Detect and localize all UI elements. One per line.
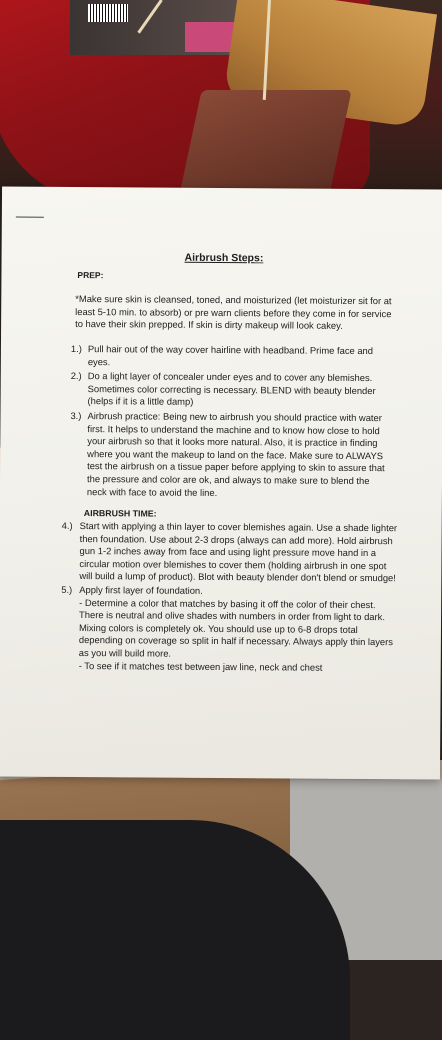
- step-number: 4.): [61, 519, 73, 531]
- step-number: 5.): [61, 583, 73, 595]
- section-heading-airbrush: AIRBRUSH TIME:: [83, 508, 157, 519]
- page-title: Airbrush Steps:: [184, 251, 264, 265]
- step-subtext: - To see if it matches test between jaw line, neck and chest: [78, 659, 323, 673]
- step-number: 1.): [70, 342, 82, 355]
- step-subtext: - Determine a color that matches by basing it off the color of their chest. There is neutral and olive shades with numbers in order from light to dark. Mixing colors is completely ok. You should use up to 6-8 drops total depending on coverage so split in half if necessary. Always apply thin layers as you will build more.: [78, 596, 394, 659]
- step-number: 3.): [70, 409, 82, 421]
- step-text: Pull hair out of the way cover hairline with headband. Prime face and eyes.: [87, 343, 374, 367]
- barcode-icon: [88, 4, 128, 22]
- airbrush-steps-list: [61, 520, 402, 675]
- bag-fold: [178, 90, 351, 200]
- list-item: [70, 410, 391, 500]
- step-text: Do a light layer of concealer under eyes and to cover any blemishes. Sometimes color correcting is necessary. BLEND with beauty blender (helps if it is a little damp): [87, 370, 376, 408]
- step-text: Start with applying a thin layer to cover blemishes again. Use a shade lighter then foundation. Use about 2-3 drops (always can add more). Hold airbrush gun 1-2 inches away from face and using light pressure move hand in a circular motion over blemishes to cover them (holding airbrush in one spot will build a lump of product). Blot with beauty blender don't blend or smudge!: [79, 520, 398, 584]
- list-item: [71, 370, 391, 410]
- section-heading-prep: PREP:: [77, 269, 104, 281]
- list-item: [71, 343, 391, 370]
- list-item: [61, 584, 402, 675]
- step-text: Airbrush practice: Being new to airbrush you should practice with water first. It helps to understand the machine and to know how close to hold your airbrush so that it looks more natural. Also, it is practice in finding where you want the makeup to land on the face. Make sure to ALWAYS test the airbrush on a tissue paper before applying to skin to assure that the pressure and color are ok, and always to make sure to blend the neck with face to avoid the line.: [86, 410, 385, 498]
- step-number: 2.): [70, 370, 82, 382]
- list-item: [61, 520, 401, 585]
- paper-sheet: [0, 186, 442, 779]
- intro-paragraph: *Make sure skin is cleansed, toned, and moisturized (let moisturizer sit for at least 5-10 min. to absorb) or pre warn clients before they come in for service to have their skin prepped. If skin is dirty makeup will look cakey.: [75, 292, 392, 332]
- prep-steps-list: [70, 343, 391, 502]
- step-text: Apply first layer of foundation.: [79, 583, 203, 596]
- document: [0, 186, 442, 779]
